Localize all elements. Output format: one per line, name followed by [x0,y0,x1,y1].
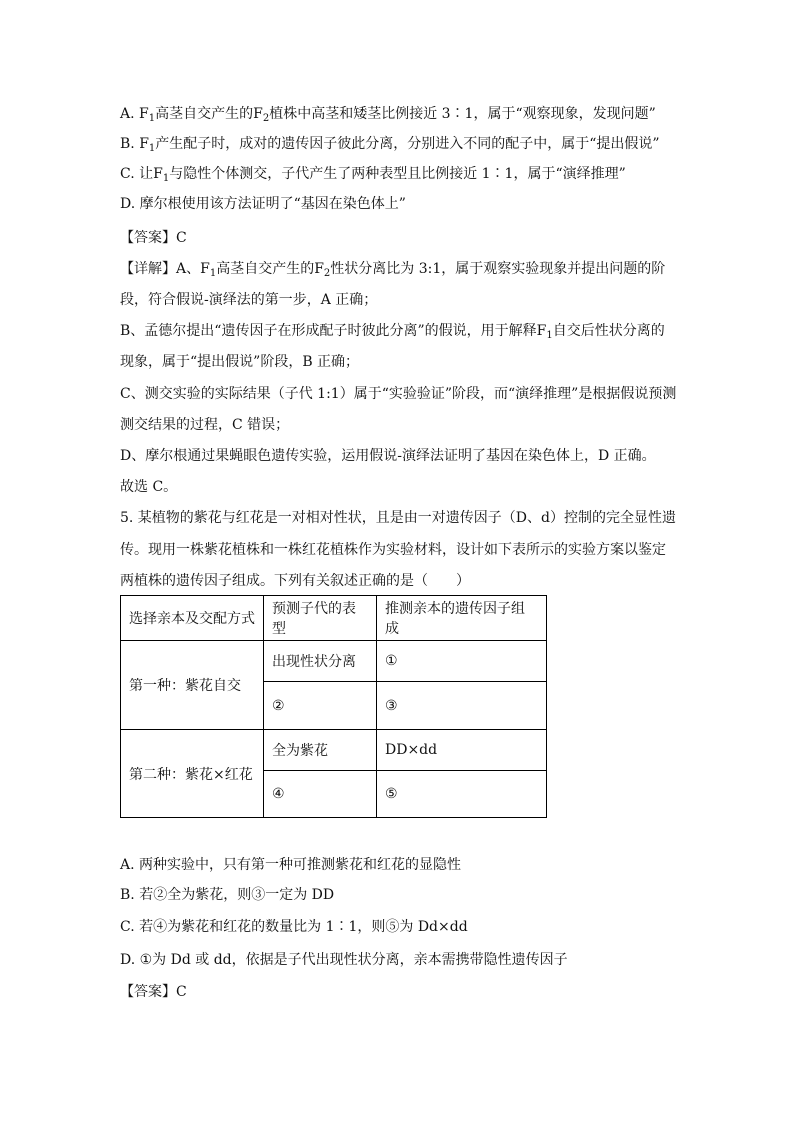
q4-analysis-b [120,321,665,341]
q4-option-a-text2: 高茎自交产生的F [155,106,263,122]
q4-analysis-a-text3: 性状分离比为 3:1，属于观察实验现象并提出问题的阶 [330,261,666,277]
table-header-cell: 预测子代的表型 [264,596,377,641]
q4-analysis-a [120,259,665,279]
q4-analysis-a-sub2: 2 [323,268,331,279]
q4-option-a-sub1: 1 [148,113,156,124]
table-header-cell: 推测亲本的遗传因子组成 [377,596,547,641]
q4-option-a-sub2: 2 [262,113,270,124]
q4-option-b-text1: B. F [120,136,149,152]
q4-analysis-a-sub1: 1 [209,268,217,279]
q4-analysis-b-cont: 现象，属于“提出假说”阶段，B 正确； [120,354,360,370]
table-header-cell: 选择亲本及交配方式 [121,596,264,641]
q4-conclusion: 故选 C。 [120,479,178,495]
q5-answer: 【答案】C [120,984,187,1000]
q4-analysis-c: C、测交实验的实际结果（子代 1:1）属于“实验验证”阶段，而“演绎推理”是根据假说预测 [120,386,677,402]
q4-analysis-b-text1: B、孟德尔提出“遗传因子在形成配子时彼此分离”的假说，用于解释F [120,323,547,339]
q4-answer: 【答案】C [120,230,187,246]
table-cell: ① [377,641,547,682]
q5-option-c: C. 若④为紫花和红花的数量比为 1∶1，则⑤为 Dd×dd [120,919,468,935]
q4-option-d: D. 摩尔根使用该方法证明了“基因在染色体上” [120,196,406,212]
q4-option-c-text2: 与隐性个体测交，子代产生了两种表型且比例接近 1∶1，属于“演绎推理” [169,166,626,182]
q4-analysis-a-text1: 【详解】A、F [120,261,210,277]
q4-option-b [120,134,660,154]
q4-option-a-text1: A. F [120,106,149,122]
q4-analysis-c-cont: 测交结果的过程，C 错误； [120,417,290,433]
table-header-row [121,596,547,641]
table-cell: 出现性状分离 [264,641,377,682]
q5-option-a: A. 两种实验中，只有第一种可推测紫花和红花的显隐性 [120,857,462,873]
q5-option-d: D. ①为 Dd 或 dd，依据是子代出现性状分离，亲本需携带隐性遗传因子 [120,952,568,968]
q4-analysis-b-sub1: 1 [546,330,553,341]
q4-analysis-a-cont: 段，符合假说-演绎法的第一步，A 正确； [120,292,378,308]
q4-analysis-d: D、摩尔根通过果蝇眼色遗传实验，运用假说-演绎法证明了基因在染色体上，D 正确。 [120,448,656,464]
table-cell: ③ [377,682,547,730]
q4-option-a [120,104,656,124]
table-cell: DD×dd [377,730,547,771]
table-row [121,730,547,771]
q4-option-a-text3: 植株中高茎和矮茎比例接近 3∶1，属于“观察现象，发现问题” [269,106,656,122]
q4-analysis-b-text2: 自交后性状分离的 [552,323,665,339]
q4-option-b-text2: 产生配子时，成对的遗传因子彼此分离，分别进入不同的配子中，属于“提出假说” [155,136,660,152]
q5-option-b: B. 若②全为紫花，则③一定为 DD [120,887,335,903]
q4-analysis-a-text2: 高茎自交产生的F [216,261,324,277]
q5-stem-line2: 传。现用一株紫花植株和一株红花植株作为实验材料，设计如下表所示的实验方案以鉴定 [120,542,666,558]
q5-stem-line1: 5. 某植物的紫花与红花是一对相对性状，且是由一对遗传因子（D、d）控制的完全显性遗 [120,510,676,526]
q4-option-c-sub1: 1 [162,173,170,184]
table-cell: ⑤ [377,771,547,818]
table-row [121,641,547,682]
table-method-cell: 第二种：紫花×红花 [121,730,264,818]
table-method-cell: 第一种：紫花自交 [121,641,264,730]
q4-option-c [120,164,626,184]
q5-stem-line3: 两植株的遗传因子组成。下列有关叙述正确的是（ ） [120,573,470,589]
table-cell: 全为紫花 [264,730,377,771]
q4-option-b-sub1: 1 [148,143,156,154]
experiment-table [120,595,547,818]
table-cell: ④ [264,771,377,818]
q4-option-c-text1: C. 让F [120,166,163,182]
table-cell: ② [264,682,377,730]
